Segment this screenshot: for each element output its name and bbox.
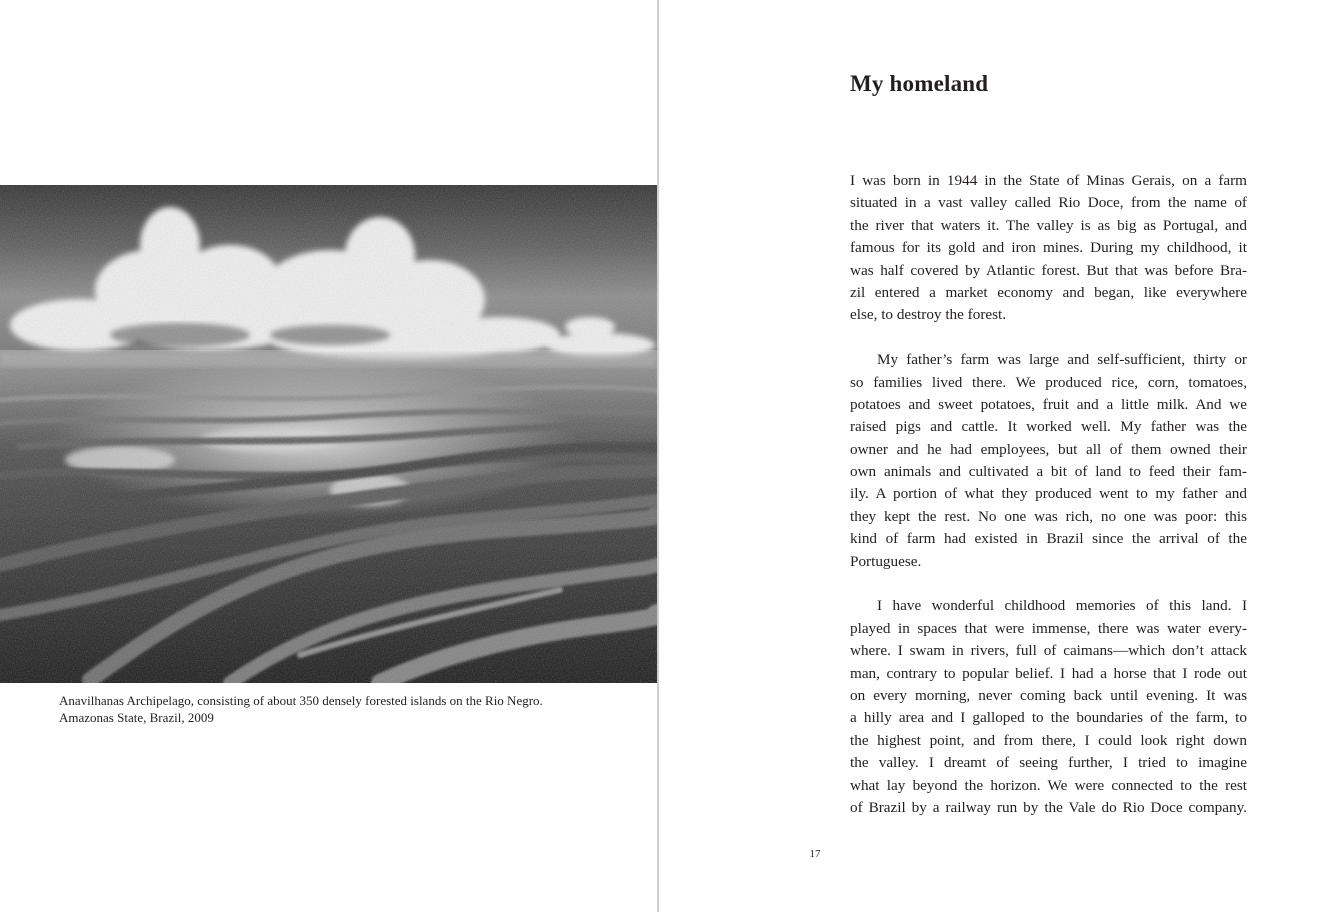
text-line: own animals and cultivated a bit of land to feed their fam- <box>850 463 1247 481</box>
text-line: was half covered by Atlantic forest. But that was before Bra- <box>850 261 1247 279</box>
right-page <box>659 0 1317 912</box>
caption-line: Amazonas State, Brazil, 2009 <box>59 710 214 725</box>
text-line: Portuguese. <box>850 552 922 570</box>
paragraph <box>850 170 1247 327</box>
text-line: I have wonderful childhood memories of this land. I <box>877 597 1247 615</box>
paragraph <box>850 349 1247 573</box>
text-line: where. I swam in rivers, full of caimans—which don’t attack <box>850 642 1247 660</box>
text-line: the valley. I dreamt of seeing further, I tried to imagine <box>850 754 1247 772</box>
text-line: potatoes and sweet potatoes, fruit and a little milk. And we <box>850 395 1247 413</box>
text-line: raised pigs and cattle. It worked well. My father was the <box>850 418 1247 436</box>
text-line: famous for its gold and iron mines. During my childhood, it <box>850 239 1247 257</box>
text-line: zil entered a market economy and began, like everywhere <box>850 283 1247 301</box>
text-line: man, contrary to popular belief. I had a horse that I rode out <box>850 664 1247 682</box>
chapter-title: My homeland <box>850 71 989 96</box>
text-line: situated in a vast valley called Rio Doce, from the name of <box>850 194 1247 212</box>
text-line: so families lived there. We produced rice, corn, tomatoes, <box>850 373 1247 391</box>
text-line: I was born in 1944 in the State of Minas Gerais, on a farm <box>850 172 1247 189</box>
text-line: the highest point, and from there, I could look right down <box>850 731 1247 749</box>
text-line: else, to destroy the forest. <box>850 306 1007 324</box>
text-line: owner and he had employees, but all of them owned their <box>850 440 1247 458</box>
text-line: a hilly area and I galloped to the boundaries of the farm, to <box>850 709 1247 727</box>
text-line: kind of farm had existed in Brazil since the arrival of the <box>850 530 1247 548</box>
text-line: My father’s farm was large and self-sufficient, thirty or <box>877 351 1247 369</box>
text-line: they kept the rest. No one was rich, no one was poor: this <box>850 507 1247 525</box>
text-line: on every morning, never coming back until evening. It was <box>850 686 1247 704</box>
text-line: what lay beyond the horizon. We were connected to the rest <box>850 776 1247 794</box>
body-text <box>850 170 1247 842</box>
caption-line: Anavilhanas Archipelago, consisting of about 350 densely forested islands on the Rio Negro. <box>59 693 543 708</box>
left-page <box>0 0 657 912</box>
text-line: ily. A portion of what they produced went to my father and <box>850 485 1247 503</box>
page-number: 17 <box>809 848 821 860</box>
paragraph <box>850 595 1247 819</box>
text-line: of Brazil by a railway run by the Vale do Rio Doce company. <box>850 798 1247 816</box>
text-line: played in spaces that were immense, there was water every- <box>850 619 1247 637</box>
archipelago-photo <box>0 185 657 683</box>
text-line: the river that waters it. The valley is as big as Portugal, and <box>850 216 1247 234</box>
photo-caption <box>59 692 619 726</box>
